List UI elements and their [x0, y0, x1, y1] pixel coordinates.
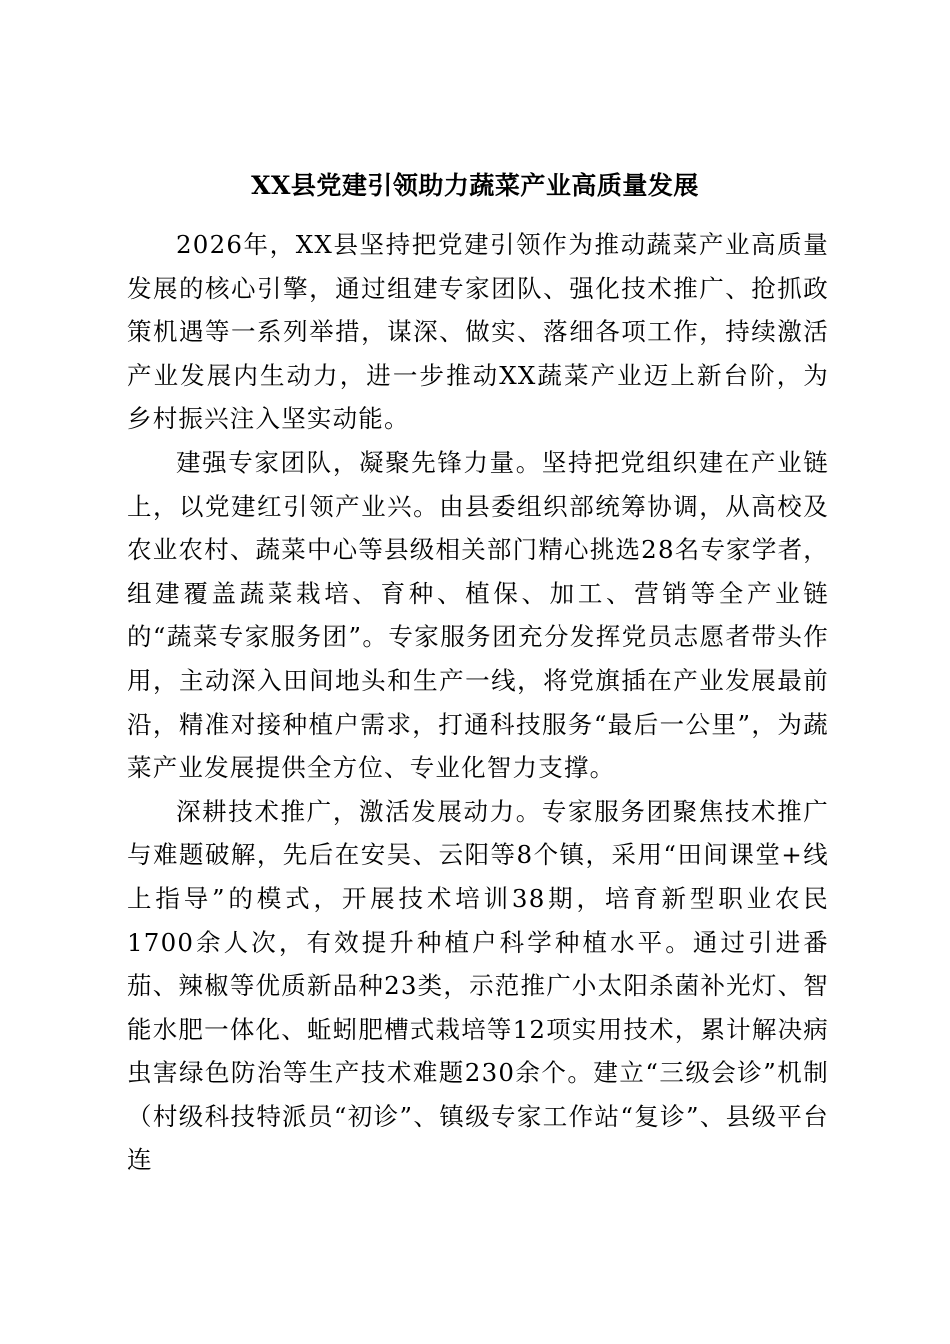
- paragraph-intro: 2026年，XX县坚持把党建引领作为推动蔬菜产业高质量发展的核心引擎，通过组建专家团队、强化技术推广、抢抓政策机遇等一系列举措，谋深、做实、落细各项工作，持续激活产业发展内生动力，进一步推动XX蔬菜产业迈上新台阶，为乡村振兴注入坚实动能。: [127, 230, 829, 434]
- paragraph-tech-promotion: 深耕技术推广，激活发展动力。专家服务团聚焦技术推广与难题破解，先后在安吴、云阳等8个镇，采用“田间课堂+线上指导”的模式，开展技术培训38期，培育新型职业农民1700余人次，有效提升种植户科学种植水平。通过引进番茄、辣椒等优质新品种23类，示范推广小太阳杀菌补光灯、智能水肥一体化、蚯蚓肥槽式栽培等12项实用技术，累计解决病虫害绿色防治等生产技术难题230余个。建立“三级会诊”机制（村级科技特派员“初诊”、镇级专家工作站“复诊”、县级平台连: [127, 796, 829, 1175]
- document-body: [127, 223, 829, 1182]
- document-title: XX县党建引领助力蔬菜产业高质量发展: [251, 171, 699, 200]
- paragraph-expert-team: 建强专家团队，凝聚先锋力量。坚持把党组织建在产业链上，以党建红引领产业兴。由县委组织部统筹协调，从高校及农业农村、蔬菜中心等县级相关部门精心挑选28名专家学者，组建覆盖蔬菜栽培、育种、植保、加工、营销等全产业链的“蔬菜专家服务团”。专家服务团充分发挥党员志愿者带头作用，主动深入田间地头和生产一线，将党旗插在产业发展最前沿，精准对接种植户需求，打通科技服务“最后一公里”，为蔬菜产业发展提供全方位、专业化智力支撑。: [127, 447, 829, 783]
